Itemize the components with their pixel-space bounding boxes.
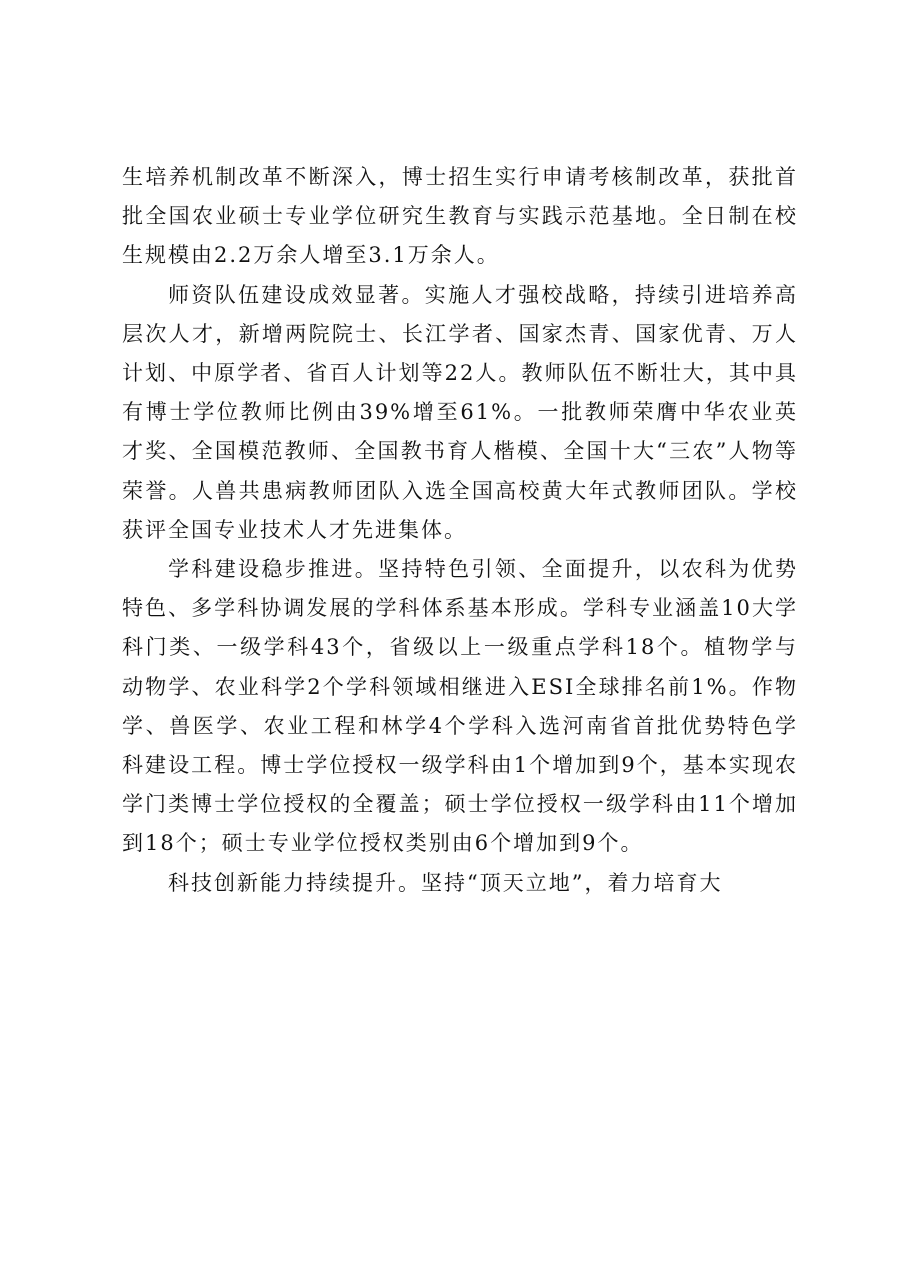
paragraph-faculty: 师资队伍建设成效显著。实施人才强校战略，持续引进培养高层次人才，新增两院院士、长江学者、国家杰青、国家优青、万人计划、中原学者、省百人计划等22人。教师队伍不断壮大，其中具有博士学位教师比例由39%增至61%。一批教师荣膺中华农业英才奖、全国模范教师、全国教书育人楷模、全国十大“三农”人物等荣誉。人兽共患病教师团队入选全国高校黄大年式教师团队。学校获评全国专业技术人才先进集体。 [122, 282, 798, 542]
paragraph-innovation: 科技创新能力持续提升。坚持“顶天立地”，着力培育大 [168, 870, 723, 895]
paragraph-disciplines: 学科建设稳步推进。坚持特色引领、全面提升，以农科为优势特色、多学科协调发展的学科体系基本形成。学科专业涵盖10大学科门类、一级学科43个，省级以上一级重点学科18个。植物学与动物学、农业科学2个学科领域相继进入ESI全球排名前1%。作物学、兽医学、农业工程和林学4个学科入选河南省首批优势特色学科建设工程。博士学位授权一级学科由1个增加到9个，基本实现农学门类博士学位授权的全覆盖；硕士学位授权一级学科由11个增加到18个；硕士专业学位授权类别由6个增加到9个。 [122, 557, 798, 856]
document-body [122, 158, 798, 903]
paragraph-graduate-training: 生培养机制改革不断深入，博士招生实行申请考核制改革，获批首批全国农业硕士专业学位研究生教育与实践示范基地。全日制在校生规模由2.2万余人增至3.1万余人。 [122, 165, 798, 268]
